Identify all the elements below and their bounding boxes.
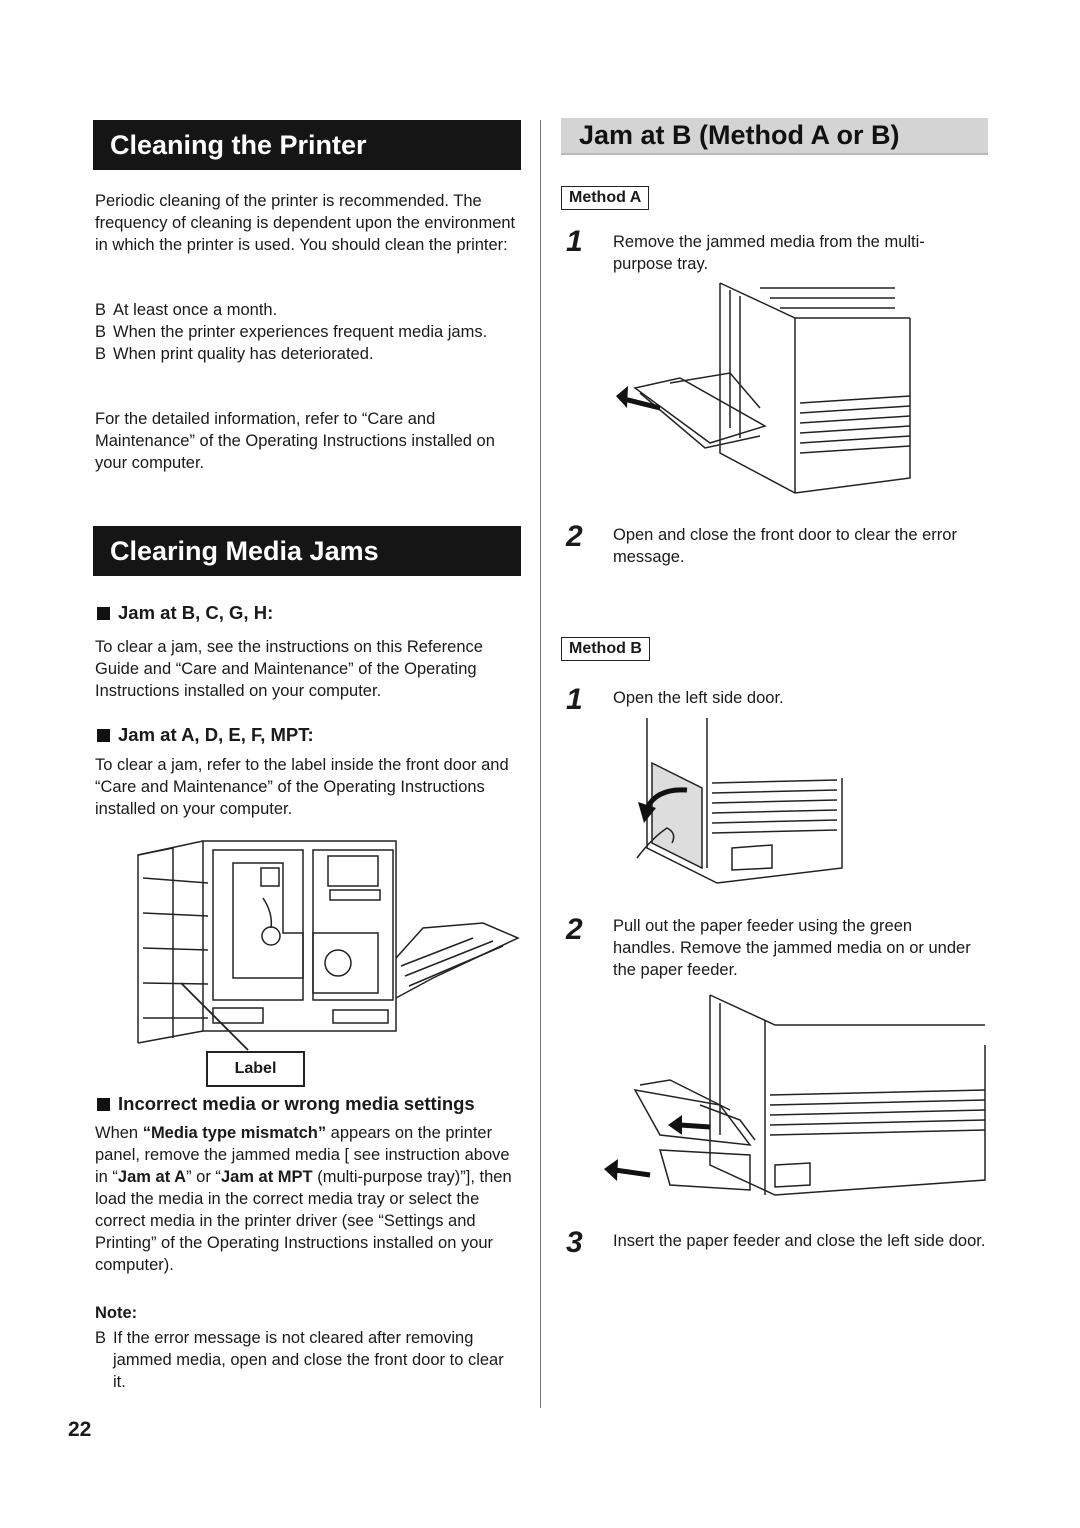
- label-callout: [206, 1051, 305, 1087]
- jams-title: Clearing Media Jams: [110, 535, 379, 566]
- callout-leader-line: [181, 983, 248, 1050]
- bullet-marker: B: [95, 323, 107, 341]
- cleaning-bullets: [95, 299, 515, 365]
- section-title-jams: [93, 526, 521, 576]
- note-heading: Note:: [95, 1304, 138, 1322]
- left-side-door-illustration: [622, 718, 847, 888]
- step-text: Open the left side door.: [613, 689, 784, 707]
- adef-text: To clear a jam, refer to the label inside the front door and “Care and Maintenance” of the Operating Instructions installed on your computer.: [95, 756, 509, 818]
- method-b-label-text: Method B: [569, 640, 642, 657]
- cleaning-intro: Periodic cleaning of the printer is recommended. The frequency of cleaning is dependent upon the environment in which the printer is used. You should clean the printer:: [95, 192, 516, 254]
- square-bullet-icon: [97, 1098, 110, 1111]
- section-title-jam-b: [561, 118, 988, 155]
- step-number: 1: [566, 225, 583, 258]
- step-number: 2: [566, 520, 583, 553]
- method-b-label: [561, 637, 650, 661]
- text-run-bold: Jam at MPT: [220, 1168, 313, 1186]
- subheading-bcgh: [97, 602, 273, 624]
- cleaning-detail: For the detailed information, refer to “Care and Maintenance” of the Operating Instructions installed on your computer.: [95, 410, 495, 472]
- text-run: ” or “: [186, 1168, 221, 1186]
- bullet-marker: B: [95, 1329, 107, 1347]
- text-run-bold: Jam at A: [117, 1168, 187, 1186]
- list-item: [95, 321, 515, 343]
- bullet-marker: B: [95, 345, 107, 363]
- text-run: appears on the printer panel, remove the jammed media [ see instruction above in “: [95, 1124, 510, 1186]
- subheading-text: Jam at A, D, E, F, MPT:: [118, 724, 314, 745]
- step-text: Open and close the front door to clear the error message.: [613, 526, 957, 566]
- method-a-label: [561, 186, 649, 210]
- jam-b-title: Jam at B (Method A or B): [579, 120, 900, 150]
- subheading-incorrect: [97, 1093, 475, 1115]
- text-run-bold: “Media type mismatch”: [142, 1124, 327, 1142]
- mpt-jam-illustration: [610, 278, 920, 498]
- column-divider: [540, 120, 541, 1408]
- section-title-cleaning: [93, 120, 521, 170]
- bcgh-text: To clear a jam, see the instructions on this Reference Guide and “Care and Maintenance” of the Operating Instructions installed on your computer.: [95, 638, 483, 700]
- bullet-text: When print quality has deteriorated.: [113, 345, 374, 363]
- step-number: 3: [566, 1226, 583, 1259]
- step-text: Insert the paper feeder and close the left side door.: [613, 1232, 986, 1250]
- printer-front-door-illustration: [133, 838, 523, 1053]
- note-text: If the error message is not cleared after removing jammed media, open and close the front door to clear it.: [113, 1329, 504, 1391]
- page-number: 22: [68, 1418, 92, 1441]
- step-number: 2: [566, 913, 583, 946]
- label-callout-text: Label: [234, 1060, 277, 1077]
- step-text: Remove the jammed media from the multi-purpose tray.: [613, 233, 925, 273]
- subheading-adef: [97, 724, 314, 746]
- list-item: [95, 343, 515, 365]
- note-item: [95, 1327, 520, 1393]
- text-run: (multi-purpose tray)”], then load the media in the correct media tray or select the correct media in the printer driver (see “Settings and Printing” of the Operating Instructions installed on your computer).: [95, 1168, 512, 1274]
- bullet-marker: B: [95, 301, 107, 319]
- square-bullet-icon: [97, 607, 110, 620]
- subheading-text: Incorrect media or wrong media settings: [118, 1093, 475, 1114]
- step-number: 1: [566, 683, 583, 716]
- square-bullet-icon: [97, 729, 110, 742]
- subheading-text: Jam at B, C, G, H:: [118, 602, 274, 623]
- cleaning-title: Cleaning the Printer: [110, 129, 367, 160]
- method-a-label-text: Method A: [569, 189, 642, 206]
- step-text: Pull out the paper feeder using the green handles. Remove the jammed media on or under the paper feeder.: [613, 917, 971, 979]
- text-run: When: [95, 1124, 143, 1142]
- bullet-text: At least once a month.: [113, 301, 278, 319]
- incorrect-text: [95, 1122, 523, 1276]
- list-item: [95, 299, 515, 321]
- paper-feeder-illustration: [600, 985, 990, 1200]
- bullet-text: When the printer experiences frequent media jams.: [113, 323, 488, 341]
